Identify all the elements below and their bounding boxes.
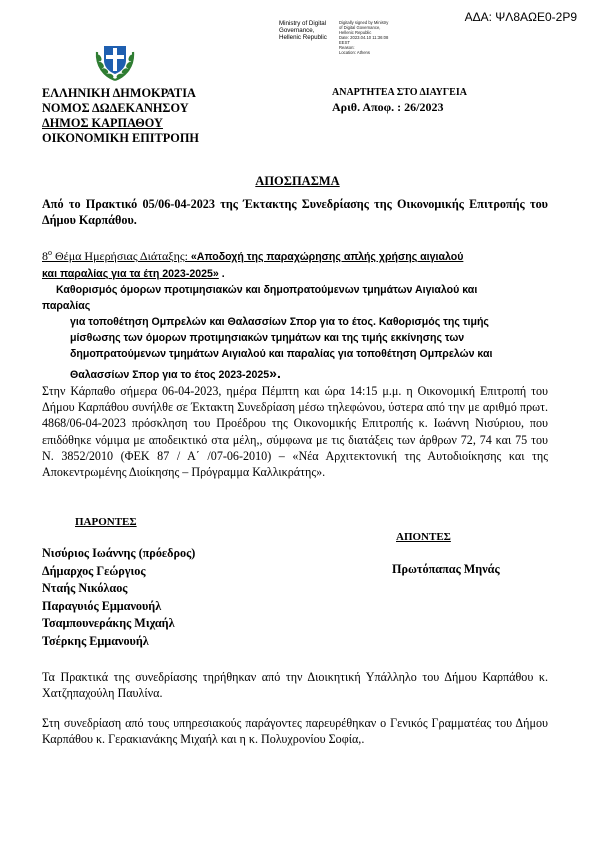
- signature-issuer-line: Ministry of Digital: [279, 20, 327, 27]
- header-municipality: ΔΗΜΟΣ ΚΑΡΠΑΘΟΥ: [42, 116, 163, 130]
- present-member: Τσαμπουνεράκης Μιχαήλ: [42, 616, 175, 630]
- topic-ordinal: ο: [48, 248, 52, 257]
- signature-detail-line: Date: 2023.04.10 11:36:08: [339, 35, 389, 40]
- present-member: Δήμαρχος Γεώργιος: [42, 563, 146, 578]
- topic-line-8-end: ».: [269, 365, 281, 381]
- present-member: Παραγυιός Εμμανουήλ: [42, 598, 162, 613]
- topic-label-text: Θέμα Ημερήσιας Διάταξης:: [52, 249, 188, 263]
- document-title: ΑΠΟΣΠΑΣΜΑ: [255, 174, 340, 188]
- minutes-keeper-paragraph: Τα Πρακτικά της συνεδρίασης τηρήθηκαν από την Διοικητική Υπάλληλο του Δήμου Καρπάθου κ. Χατζηπαχούλη Παυλίνα.: [42, 670, 548, 701]
- absent-member: Πρωτόπαπας Μηνάς: [392, 562, 500, 576]
- header-committee: ΟΙΚΟΝΟΜΙΚΗ ΕΠΙΤΡΟΠΗ: [42, 131, 199, 145]
- signature-detail-line: Reason:: [339, 45, 355, 50]
- topic-line-2: [42, 266, 554, 282]
- signature-issuer-line: Governance,: [279, 27, 315, 34]
- topic-line-7: δημοπρατούμενων τμημάτων Αιγιαλού και παραλίας για τοποθέτηση Ομπρελών και: [70, 348, 493, 360]
- agenda-topic: [42, 245, 554, 383]
- signature-detail-line: Hellenic Republic: [339, 30, 372, 35]
- minutes-reference: Από το Πρακτικό 05/06-04-2023 της Έκτακτης Συνεδρίασης της Οικονομικής Επιτροπής του Δήμου Καρπάθου.: [42, 197, 548, 227]
- topic-line-6: μίσθωσης των όμορων προτιμησιακών τμημάτων και της τιμής εκκίνησης των: [70, 332, 465, 344]
- topic-line-8-text: Θαλασσίων Σπορ για το έτος 2023-2025: [70, 369, 270, 381]
- signature-detail-line: Digitally signed by Ministry: [339, 20, 389, 25]
- header-republic: ΕΛΛΗΝΙΚΗ ΔΗΜΟΚΡΑΤΙΑ: [42, 86, 196, 100]
- present-member: Τσέρκης Εμμανουήλ: [42, 633, 149, 648]
- decision-header: [332, 86, 467, 115]
- greek-emblem-icon: [92, 38, 138, 84]
- topic-quote-start: «Αποδοχή της παραχώρησης απλής χρήσης αιγιαλού: [187, 251, 464, 263]
- signature-detail-line: Location: Athens: [339, 50, 370, 55]
- signature-issuer-line: Hellenic Republic: [279, 34, 327, 41]
- topic-label: [42, 249, 188, 263]
- topic-number: 8: [42, 249, 48, 263]
- topic-line-8: [42, 365, 554, 383]
- present-member: Νισύριος Ιωάννης (πρόεδρος): [42, 546, 196, 560]
- topic-quote-end: και παραλίας για τα έτη 2023-2025»: [42, 268, 219, 280]
- session-paragraph: Στην Κάρπαθο σήμερα 06-04-2023, ημέρα Πέμπτη και ώρα 14:15 μ.μ. η Οικονομική Επιτροπή του Δήμου Καρπάθου συνήλθε σε Έκτακτη Συνεδρίαση μέσω τηλεφώνου, ύστερα από την με αριθμό πρωτ. 4868/06-04-2023 πρόσκληση του Προέδρου της Οικονομικής Επιτροπής κ. Ιωάννη Νισύριου, που επιδόθηκε νόμιμα με αποδεικτικό στα μέλη,, σύμφωνα με τις διατάξεις των άρθρων 72, 74 και 75 του Ν. 3852/2010 (ΦΕΚ 87 / Α΄ /07-06-2010) – «Νέα Αρχιτεκτονική της Αυτοδιοίκησης και της Αποκεντρωμένης Διοίκησης – Πρόγραμμα Καλλικράτης».: [42, 384, 548, 480]
- present-member: Νταής Νικόλαος: [42, 581, 128, 595]
- topic-line-3: Καθορισμός όμορων προτιμησιακών και δημοπρατούμενων τμημάτων Αιγιαλού και: [56, 284, 478, 296]
- topic-line-2-rest: .: [218, 268, 225, 280]
- topic-line-5: για τοποθέτηση Ομπρελών και Θαλασσίων Σπορ για το έτος. Καθορισμός της τιμής: [70, 316, 489, 328]
- ada-code: ΑΔΑ: ΨΛ8ΑΩΕ0-2Ρ9: [464, 10, 577, 24]
- signature-detail-line: of Digital Governance,: [339, 25, 381, 30]
- decision-number: Αριθ. Αποφ. : 26/2023: [332, 100, 444, 114]
- signature-details: [339, 20, 388, 55]
- signature-detail-line: EEST: [339, 40, 350, 45]
- attendance-paragraph: Στη συνεδρίαση από τους υπηρεσιακούς παράγοντες παρευρέθηκαν ο Γενικός Γραμματέας του Δήμου Καρπάθου κ. Γερακιανάκης Μιχαήλ και η κ. Πολυχρονίου Σοφία,.: [42, 716, 548, 747]
- header-prefecture: ΝΟΜΟΣ ΔΩΔΕΚΑΝΗΣΟΥ: [42, 101, 189, 115]
- diavgeia-notice: ΑΝΑΡΤΗΤΕΑ ΣΤΟ ΔΙΑΥΓΕΙΑ: [332, 87, 467, 98]
- present-heading: ΠΑΡΟΝΤΕΣ: [75, 516, 137, 528]
- present-members-list: [42, 545, 195, 650]
- topic-line-1: [42, 245, 554, 266]
- signature-issuer: [279, 20, 327, 41]
- issuer-header: [42, 86, 199, 146]
- topic-line-4: παραλίας: [42, 300, 91, 312]
- absent-heading: ΑΠΟΝΤΕΣ: [396, 531, 451, 543]
